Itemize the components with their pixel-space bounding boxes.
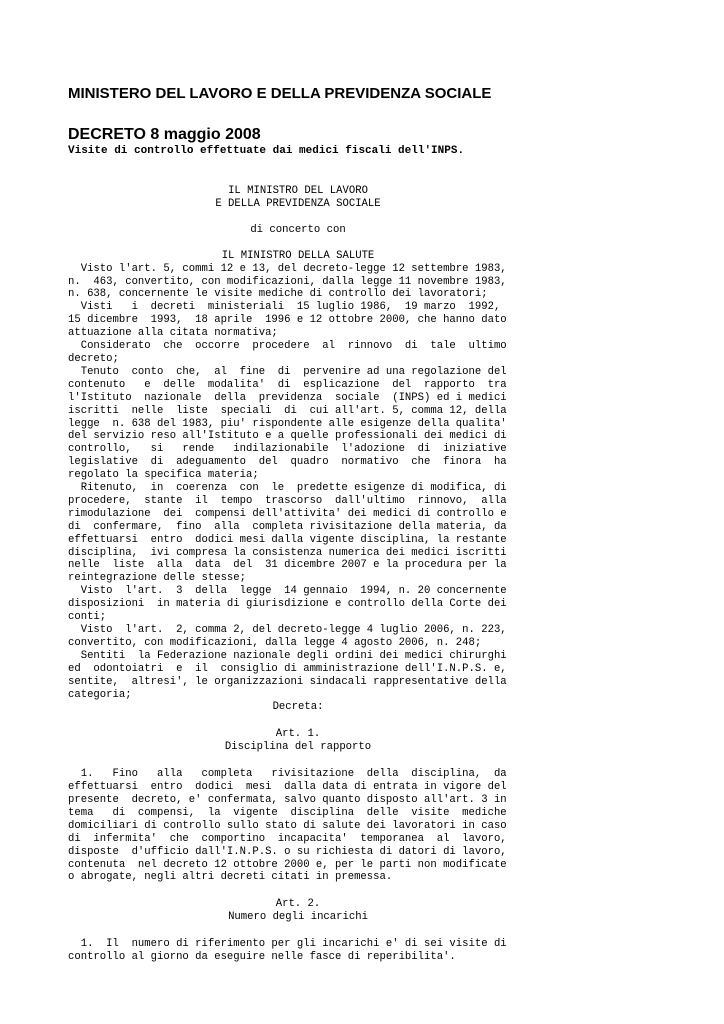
- decreta-line: Decreta:: [272, 701, 324, 714]
- issuer-block: [68, 185, 528, 263]
- document-page: [68, 84, 528, 964]
- article-text: 1. Fino alla completa rivisitazione della disciplina, da effettuarsi entro dodici mesi dalla data di entrata in vigore del presente decreto, e' confermata, salvo quanto disposto all'art. 3 in tema di compensi, la vigente disciplina delle visite mediche domiciliari di controllo sullo stato di salute dei lavoratori in caso di infermita' che comportino incapacita' temporanea al lavoro, disposte d'ufficio dall'I.N.P.S. o su richiesta di datori di lavoro, contenuta nel decreto 12 ottobre 2000 e, per le parti non modificate o abrogate, negli altri decreti citati in premessa.: [68, 768, 507, 884]
- concert-line: di concerto con: [250, 223, 346, 236]
- article-number: Art. 1.: [275, 728, 321, 741]
- preamble-text: Visto l'art. 5, commi 12 e 13, del decreto-legge 12 settembre 1983, n. 463, convertito, con modificazioni, dalla legge 11 novembre 1983, n. 638, concernente le visite mediche di controllo dei lavoratori; Visti i decreti ministeriali 15 luglio 1986, 19 marzo 1992, 15 dicembre 1993, 18 aprile 1996 e 12 ottobre 2000, che hanno dato attuazione alla citata normativa; Considerato che occorre procedere al rinnovo di tale ultimo decreto; Tenuto conto che, al fine di pervenire ad una regolazione del contenuto e delle modalita' di esplicazione del rapporto tra l'Istituto nazionale della previdenza sociale (INPS) ed i medici iscritti nelle liste speciali di cui all'art. 5, comma 12, della legge n. 638 del 1983, piu' rispondente alle esigenze della qualita' del servizio reso all'Istituto e a quelle professionali dei medici di controllo, si rende indilazionabile l'adozione di iniziative legislative di adeguamento del quadro normativo che finora ha regolato la specifica materia; Ritenuto, in coerenza con le predette esigenze di modifica, di procedere, stante il tempo trascorso dall'ultimo rinnovo, alla rimodulazione dei compensi dell'attivita' dei medici di controllo e di confermare, fino alla completa rivisitazione della materia, da effettuarsi entro dodici mesi dalla vigente disciplina, la restante disciplina, ivi compresa la consistenza numerica dei medici iscritti nelle liste alla data del 31 dicembre 2007 e la procedura per la reintegrazione delle stesse; Visto l'art. 3 della legge 14 gennaio 1994, n. 20 concernente disposizioni in materia di giurisdizione e controllo della Corte dei conti; Visto l'art. 2, comma 2, del decreto-legge 4 luglio 2006, n. 223, convertito, con modificazioni, dalla legge 4 agosto 2006, n. 248; Sentiti la Federazione nazionale degli ordini dei medici chirurghi ed odontoiatri e il consiglio di amministrazione dell'I.N.P.S. e, sentite, altresi', le organizzazioni sindacali rappresentative della categoria;: [68, 262, 507, 701]
- ministry-heading: MINISTERO DEL LAVORO E DELLA PREVIDENZA SOCIALE: [68, 85, 492, 102]
- article-title: Numero degli incarichi: [228, 911, 368, 924]
- article-2: [68, 898, 528, 964]
- article-text: 1. Il numero di riferimento per gli incarichi e' di sei visite di controllo al giorno da eseguire nelle fasce di reperibilita'.: [68, 938, 507, 964]
- article-number: Art. 2.: [275, 898, 321, 911]
- article-title: Disciplina del rapporto: [224, 741, 372, 754]
- health-minister-line: IL MINISTRO DELLA SALUTE: [221, 249, 375, 262]
- issuer-line-2: E DELLA PREVIDENZA SOCIALE: [215, 197, 381, 210]
- decree-subtitle: Visite di controllo effettuate dai medici fiscali dell'INPS.: [68, 145, 465, 157]
- decree-title: DECRETO 8 maggio 2008: [68, 126, 261, 143]
- issuer-line-1: IL MINISTRO DEL LAVORO: [228, 185, 368, 197]
- article-1: [68, 728, 528, 884]
